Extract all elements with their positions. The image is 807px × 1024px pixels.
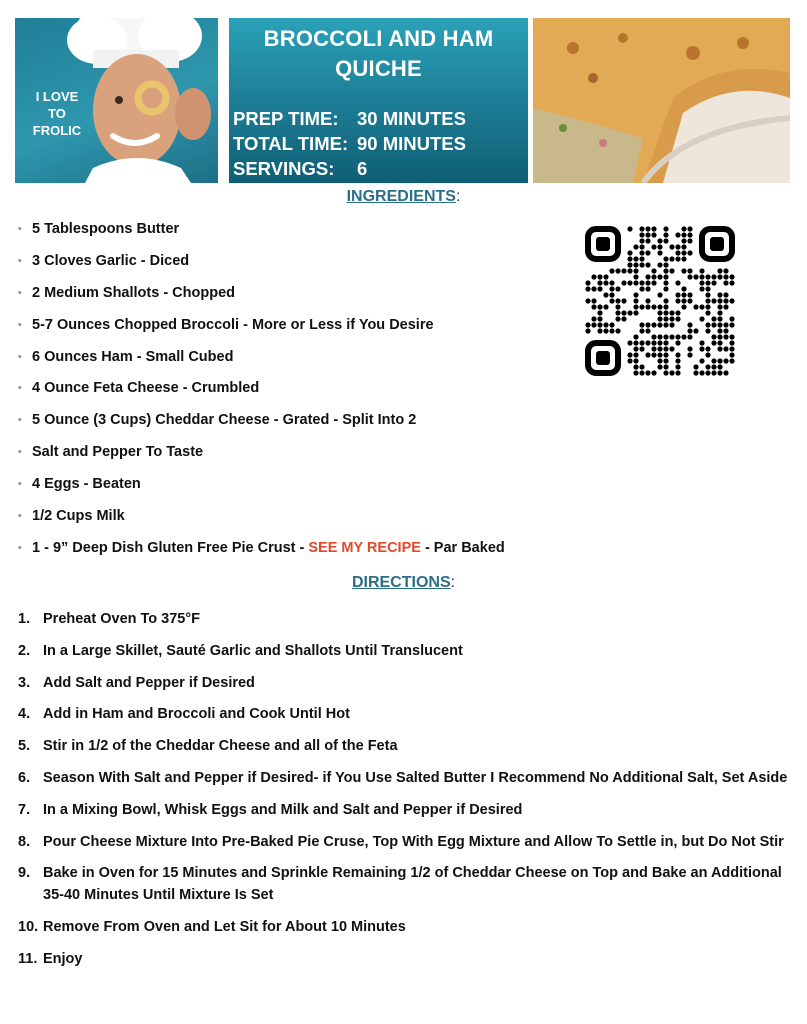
- directions-heading: [0, 574, 807, 592]
- ingredient-item: [18, 476, 505, 508]
- step-text: Add Salt and Pepper if Desired: [43, 674, 255, 691]
- bullet-icon: •: [18, 383, 22, 395]
- logo-line-2: TO: [48, 106, 66, 121]
- ingredient-text: 6 Ounces Ham - Small Cubed: [32, 348, 234, 365]
- step-number: 8.: [18, 833, 31, 850]
- step-text: Season With Salt and Pepper if Desired- if You Use Salted Butter I Recommend No Additional Salt, Set Aside: [43, 769, 788, 786]
- directions-heading-text: DIRECTIONS: [351, 574, 451, 591]
- step-number: 2.: [18, 642, 31, 659]
- step-number: 7.: [18, 801, 31, 818]
- qr-code-image[interactable]: [585, 226, 735, 376]
- ingredient-text: 2 Medium Shallots - Chopped: [32, 284, 236, 301]
- step-text: Bake in Oven for 15 Minutes and Sprinkle Remaining 1/2 of Cheddar Cheese on Top and Bake an Additional 35-40 Minutes Until Mixture Is Set: [43, 865, 782, 904]
- bullet-icon: •: [18, 542, 22, 554]
- direction-step: [18, 640, 788, 662]
- chef-logo-panel: [15, 18, 218, 183]
- ingredient-text: 5 Ounce (3 Cups) Cheddar Cheese - Grated - Split Into 2: [32, 412, 417, 429]
- servings-value: 6: [357, 158, 368, 179]
- servings: [233, 158, 367, 180]
- direction-step: [18, 831, 788, 853]
- step-text: In a Mixing Bowl, Whisk Eggs and Milk and Salt and Pepper if Desired: [43, 801, 523, 818]
- direction-step: [18, 672, 788, 694]
- step-number: 3.: [18, 674, 31, 691]
- step-number: 11.: [18, 950, 38, 967]
- ingredient-text: 3 Cloves Garlic - Diced: [32, 252, 190, 269]
- step-text: Pour Cheese Mixture Into Pre-Baked Pie Cruse, Top With Egg Mixture and Allow To Settle in, but Do Not Stir: [43, 833, 784, 850]
- ingredient-item: [18, 349, 505, 381]
- step-text: Stir in 1/2 of the Cheddar Cheese and all of the Feta: [43, 738, 398, 755]
- title-line-1: BROCCOLI AND HAM: [263, 26, 494, 51]
- direction-step: [18, 916, 788, 938]
- step-number: 6.: [18, 769, 31, 786]
- bullet-icon: •: [18, 511, 22, 523]
- ingredient-item: [18, 508, 505, 540]
- bullet-icon: •: [18, 319, 22, 331]
- bullet-icon: •: [18, 479, 22, 491]
- bullet-icon: •: [18, 415, 22, 427]
- frolic-logo-text: [27, 88, 87, 139]
- ingredient-item: [18, 285, 505, 317]
- step-text: Add in Ham and Broccoli and Cook Until Hot: [43, 706, 350, 723]
- ingredient-item: [18, 380, 505, 412]
- quiche-photo-image: [533, 18, 790, 183]
- direction-step: [18, 862, 788, 906]
- ingredients-list: [18, 221, 505, 572]
- ingredient-text: 4 Ounce Feta Cheese - Crumbled: [32, 380, 260, 397]
- ingredient-text: [32, 540, 505, 556]
- direction-step: [18, 703, 788, 725]
- logo-line-3: FROLIC: [32, 123, 82, 138]
- step-number: 1.: [18, 611, 31, 627]
- step-number: 4.: [18, 706, 31, 723]
- direction-step: [18, 735, 788, 757]
- ingredient-text: Salt and Pepper To Taste: [32, 444, 204, 461]
- ingredient-item: [18, 412, 505, 444]
- total-time-value: 90 MINUTES: [357, 133, 466, 154]
- quiche-photo: [533, 18, 790, 183]
- see-my-recipe-link[interactable]: SEE MY RECIPE: [308, 539, 421, 556]
- bullet-icon: •: [18, 287, 22, 299]
- bullet-icon: •: [18, 224, 22, 235]
- direction-step: [18, 767, 788, 789]
- logo-line-1: I LOVE: [35, 89, 79, 104]
- ingredients-heading: [0, 188, 807, 206]
- ingredients-heading-text: INGREDIENTS: [346, 188, 456, 205]
- ingredient-text: 5 Tablespoons Butter: [32, 221, 180, 237]
- ingredient-item: [18, 317, 505, 349]
- bullet-icon: •: [18, 255, 22, 267]
- ingredients-heading-colon: :: [455, 188, 461, 205]
- pie-crust-text: 1 - 9” Deep Dish Gluten Free Pie Crust -: [32, 539, 309, 556]
- step-text: Enjoy: [43, 950, 83, 967]
- ingredient-text: 4 Eggs - Beaten: [32, 476, 141, 493]
- total-time: [233, 133, 466, 155]
- prep-time-label: PREP TIME:: [233, 108, 339, 129]
- bullet-icon: •: [18, 351, 22, 363]
- ingredient-text: 5-7 Ounces Chopped Broccoli - More or Less if You Desire: [32, 316, 434, 333]
- step-text: Remove From Oven and Let Sit for About 10 Minutes: [43, 919, 406, 936]
- bullet-icon: •: [18, 447, 22, 459]
- directions-list: [18, 608, 788, 980]
- prep-time-value: 30 MINUTES: [357, 108, 466, 129]
- ingredient-item: [18, 444, 505, 476]
- directions-heading-colon: :: [450, 574, 456, 591]
- title-panel: [229, 18, 528, 183]
- step-number: 10.: [18, 919, 39, 936]
- ingredient-item: [18, 253, 505, 285]
- title-line-2: QUICHE: [335, 56, 422, 81]
- direction-step: [18, 608, 788, 630]
- ingredient-item: [18, 221, 505, 253]
- prep-time: [233, 108, 466, 130]
- servings-label: SERVINGS:: [233, 158, 335, 179]
- step-number: 5.: [18, 738, 31, 755]
- step-text: In a Large Skillet, Sauté Garlic and Shallots Until Translucent: [43, 642, 463, 659]
- step-number: 9.: [18, 865, 31, 882]
- pie-crust-suffix: - Par Baked: [420, 539, 505, 556]
- direction-step: [18, 948, 788, 970]
- total-time-label: TOTAL TIME:: [233, 133, 349, 154]
- step-text: Preheat Oven To 375°F: [43, 611, 201, 627]
- recipe-title: [229, 24, 528, 84]
- ingredient-item-pie-crust: [18, 540, 505, 572]
- ingredient-text: 1/2 Cups Milk: [32, 508, 125, 525]
- direction-step: [18, 799, 788, 821]
